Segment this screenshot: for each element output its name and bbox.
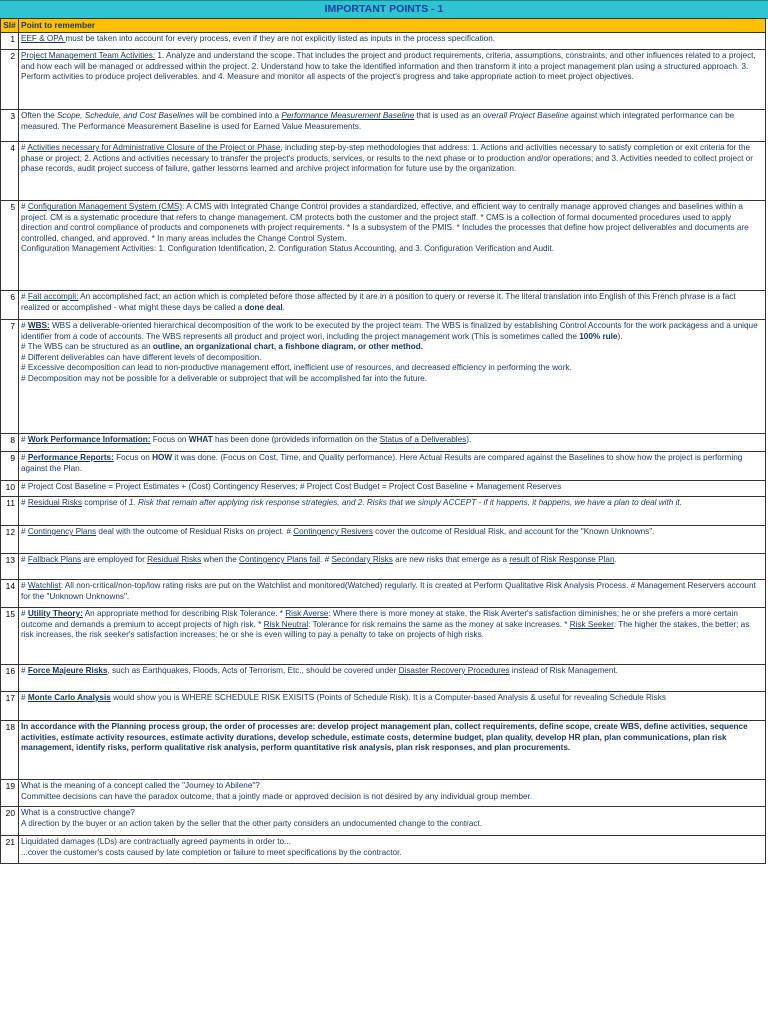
table-row <box>1 526 766 554</box>
point-text: , such as Earthquakes, Floods, Acts of Terrorism, Etc., should be covered under <box>107 666 399 675</box>
point-text: # <box>21 292 28 301</box>
row-number[interactable]: 18 <box>1 721 19 780</box>
point-cell[interactable] <box>19 665 766 692</box>
row-number[interactable]: 20 <box>1 807 19 836</box>
table-row <box>1 142 766 201</box>
point-text: Work Performance Information: <box>27 435 151 444</box>
point-text: In accordance with the Planning process group, the order of processes are: develop project management plan, collect requirements, define scope, create WBS, define activities, sequence activities, estimate activity resources, estimate activity durations, develop schedule, estimate costs, determine budget, plan quality, develop HR plan, plan communications, plan risk management, identify risks, perform qualitative risk analysis, perform quantitative risk analysis, plan risk responses, and plan procurements. <box>21 722 748 753</box>
row-number[interactable]: 6 <box>1 291 19 320</box>
point-text: Residual Risks <box>27 498 82 507</box>
point-text: : Where there is more money at stake, the Risk Averter's satisfaction diminishes; he or she prefers a more certain outcome and demands a premium to accept projects of high risk. * <box>21 609 738 629</box>
point-text: # <box>21 202 28 211</box>
point-text: overall Project Baseline <box>483 111 569 120</box>
table-row <box>1 434 766 452</box>
point-text: # Decomposition may not be possible for a deliverable or subproject that will be accomplished far into the future. <box>21 373 427 383</box>
point-text: ). <box>466 435 472 444</box>
point-text: WBS: <box>27 321 50 330</box>
point-text: are new risks that emerge as a <box>392 555 510 564</box>
point-text: ...cover the customer's costs caused by late completion or failure to meet specifications by the contractor. <box>21 847 402 857</box>
point-text: ). <box>617 331 623 341</box>
point-text: A direction by the buyer or an action taken by the seller that the other party considers an undocumented change to the contract. <box>21 818 483 828</box>
point-text: # <box>21 609 28 618</box>
point-cell[interactable] <box>19 481 766 497</box>
header-row <box>1 19 766 33</box>
row-number[interactable]: 15 <box>1 608 19 665</box>
sheet-title: IMPORTANT POINTS - 1 <box>0 0 768 19</box>
point-text: Contingency Resivers <box>293 527 373 536</box>
point-text: WBS a deliverable-oriented hierarchical decomposition of the work to be executed by the project team. The WBS is finalized by establishing Control Accounts for the work packagess and a unique identifier from a code of accounts. The WBS represents all product and project wori, including the project management work (This is sometimes called the <box>21 321 758 341</box>
point-text: # The WBS can be structured as an <box>21 342 153 352</box>
table-row <box>1 692 766 721</box>
table-row <box>1 608 766 665</box>
point-text: will be combined into a <box>193 111 282 120</box>
point-text: deal with the outcome of Residual Risks on project. # <box>96 527 294 536</box>
point-text: # <box>21 555 28 564</box>
column-header-point: Point to remember <box>19 19 766 33</box>
point-text: Monte Carlo Analysis <box>27 693 111 702</box>
point-text: # Excessive decomposition can lead to non-productive management effort, inefficient use of resources, and decreased efficiency in performing the work. <box>21 363 572 373</box>
row-number[interactable]: 11 <box>1 497 19 526</box>
table-row <box>1 497 766 526</box>
row-number[interactable]: 12 <box>1 526 19 554</box>
row-number[interactable]: 5 <box>1 201 19 291</box>
point-text: What is a constructive change? <box>21 808 135 817</box>
point-text: Focus on <box>150 435 189 444</box>
point-text: Scope, Schedule, and Cost Baselines <box>56 111 194 120</box>
point-text: when the <box>201 555 240 564</box>
point-text: An appropriate method for describing Risk Tolerance. * <box>82 609 286 618</box>
point-text: 1. Analyze and understand the scope. That includes the project and product requirements, criteria, assumptions, constraints, and other influences related to a project, and how each will be managed or addressed within the project. 2. Understand how to take the identified information and then transform it into a project management plan using a structured approach. 3. Perform activities to produce project deliverables. and 4. Measure and monitor all aspects of the project's progress and take appropriate action to meet project objectives. <box>21 51 756 82</box>
point-text: Residual Risks <box>147 555 202 564</box>
point-cell[interactable] <box>19 692 766 721</box>
table-row <box>1 554 766 580</box>
point-cell[interactable] <box>19 320 766 434</box>
point-text: Configuration Management Activities: 1. Configuration Identification, 2. Configuration Status Accounting, and 3. Configuration Verification and Audit. <box>21 244 554 254</box>
point-text: Status of a Deliverables <box>379 435 467 444</box>
point-text: , including step-by-step methodologies that address: 1. Actions and activities necessary to satisfy completion or exit criteria for the phase or project; 2. Actions and activities necessary to transfer the project's products, services, or results to the next phase or to production and/or operations; and 3. Activities needed to collect project or phase records, audit project success of failure, gather lessorns learned and archive project information for future use by the organization. <box>21 143 754 174</box>
table-row <box>1 201 766 291</box>
point-text: # Different deliverables can have different levels of decomposition. <box>21 352 262 362</box>
point-text: that is used as an <box>414 111 483 120</box>
point-text: WHAT <box>188 435 213 444</box>
row-number[interactable]: 17 <box>1 692 19 721</box>
point-text: Often the <box>21 111 57 120</box>
row-number[interactable]: 2 <box>1 50 19 110</box>
table-row <box>1 452 766 481</box>
table-body <box>1 33 766 864</box>
point-text: Risk Seeker <box>569 619 614 629</box>
point-text: Project Management Team Activities: <box>21 51 156 60</box>
row-number[interactable]: 8 <box>1 434 19 452</box>
point-cell[interactable] <box>19 452 766 481</box>
point-cell[interactable] <box>19 580 766 608</box>
point-text: comprise of <box>82 498 129 507</box>
point-cell[interactable] <box>19 33 766 50</box>
point-cell[interactable] <box>19 554 766 580</box>
point-text: # <box>21 435 28 444</box>
row-number[interactable]: 3 <box>1 110 19 142</box>
point-text: Watchlist <box>27 581 61 590</box>
point-text: result of Risk Response Plan <box>509 555 615 564</box>
table-row <box>1 580 766 608</box>
point-text: Activities necessary for Administrative Closure of the Project or Phase <box>27 143 281 152</box>
point-text: Configuration Management System (CMS) <box>27 202 183 211</box>
point-text: # <box>21 321 28 330</box>
point-text: must be taken into account for every process, even if they are not explicitly listed as inputs in the process specification. <box>65 34 496 43</box>
point-text: : Tolerance for risk remains the same as the money at sake increases. * <box>308 619 570 629</box>
row-number[interactable]: 7 <box>1 320 19 434</box>
point-text: 100% rule <box>579 331 618 341</box>
point-cell[interactable] <box>19 110 766 142</box>
point-text: would show you is WHERE SCHEDULE RISK EXISITS (Points of Schedule Risk). It is a Computer-based Analysis & useful for revealing Schedule Risks <box>110 693 666 702</box>
table-row <box>1 320 766 434</box>
table-row <box>1 33 766 50</box>
point-text: it was done. (Focus on Cost, Time, and Quality performance). Here Actual Results are compared against the Baselines to show how the project is performing against the Plan. <box>21 453 743 473</box>
points-table <box>0 18 766 864</box>
point-text: . # <box>320 555 332 564</box>
point-text: Fait accompli: <box>27 292 79 301</box>
point-cell[interactable] <box>19 201 766 291</box>
point-text: : The higher the stakes, the better; as risk increases, the risk seeker's satisfaction increases; he or she is even willing to pay a penalty to take on projects of high risks. <box>21 619 750 640</box>
table-row <box>1 481 766 497</box>
point-text: HOW <box>152 453 173 462</box>
row-number[interactable]: 13 <box>1 554 19 580</box>
point-text: # <box>21 143 28 152</box>
row-number[interactable]: 16 <box>1 665 19 692</box>
point-text: # <box>21 666 28 675</box>
point-cell[interactable] <box>19 291 766 320</box>
point-text: 1. Risk that remain after applying risk response strategies, and 2. Risks that we simply ACCEPT - if it happens, it happens, we have a plan to deal with it. <box>128 498 682 507</box>
point-text: Risk Neutral <box>263 619 309 629</box>
row-number[interactable]: 19 <box>1 780 19 807</box>
point-text: outline, an organizational chart, a fishbone diagram, or other method. <box>152 342 424 352</box>
row-number[interactable]: 1 <box>1 33 19 50</box>
point-text: : All non-critical/non-top/low rating risks are put on the Watchlist and monitored(Watched) regularly. It is created at Perform Qualitative Risk Analysis Process. # Management Reservers account for the "Unknown Unknowns". <box>21 581 756 601</box>
point-text: EEF & OPA <box>21 34 66 43</box>
table-row <box>1 50 766 110</box>
point-text: Utility Theory: <box>27 609 83 618</box>
point-text: . <box>614 555 617 564</box>
row-number[interactable]: 14 <box>1 580 19 608</box>
point-text: cover the outcome of Residual Risk, and account for the "Known Unknowns". <box>372 527 655 536</box>
point-text: has been done (provideds information on the <box>212 435 380 444</box>
row-number[interactable]: 21 <box>1 836 19 864</box>
point-cell[interactable] <box>19 721 766 780</box>
point-text: An accomplished fact; an action which is completed before those affected by it are in a position to query or reverse it. The literal translation into English of this French phrase is a fact realized or accomplished - what might these days be called a <box>21 292 736 312</box>
point-text: # <box>21 581 28 590</box>
point-text: Performance Reports: <box>27 453 114 462</box>
point-text: What is the meaning of a concept called the "Journey to Abilene"? <box>21 781 260 790</box>
point-text: Focus on <box>113 453 153 462</box>
point-text: # <box>21 693 28 702</box>
point-text: Fallback Plans <box>27 555 82 564</box>
table-row <box>1 780 766 807</box>
point-text: Secondary Risks <box>331 555 393 564</box>
row-number[interactable]: 10 <box>1 481 19 497</box>
point-text: Committee decisions can have the paradox outcome, that a jointly made or approved decision is not desired by any individual group member. <box>21 791 533 801</box>
point-cell[interactable] <box>19 50 766 110</box>
point-text: Force Majeure Risks <box>27 666 108 675</box>
point-text: Disaster Recovery Procedures <box>398 666 510 675</box>
point-cell[interactable] <box>19 526 766 554</box>
row-number[interactable]: 4 <box>1 142 19 201</box>
point-cell[interactable] <box>19 807 766 836</box>
point-text: # <box>21 453 28 462</box>
point-text: are employed for <box>81 555 148 564</box>
point-cell[interactable] <box>19 836 766 864</box>
point-text: # <box>21 527 28 536</box>
point-text: Contingency Plans fail <box>239 555 321 564</box>
point-text: # <box>21 498 28 507</box>
row-number[interactable]: 9 <box>1 452 19 481</box>
point-cell[interactable] <box>19 497 766 526</box>
table-row <box>1 807 766 836</box>
point-text: against which integrated performance can be measured. The Performance Measurement Baseline is used for Earned Value Measurements. <box>21 111 735 131</box>
point-text: Liquidated damages (LDs) are contractually agreed payments in order to... <box>21 837 291 846</box>
point-cell[interactable] <box>19 434 766 452</box>
table-row <box>1 291 766 320</box>
point-text: Performance Measurement Baseline <box>281 111 415 120</box>
table-row <box>1 721 766 780</box>
point-text: Contingency Plans <box>27 527 97 536</box>
point-text: done deal <box>244 302 283 312</box>
point-cell[interactable] <box>19 608 766 665</box>
point-cell[interactable] <box>19 142 766 201</box>
point-text: Risk Averse <box>285 609 329 618</box>
table-row <box>1 665 766 692</box>
point-text: . <box>282 302 285 312</box>
table-row <box>1 110 766 142</box>
column-header-sl: Sl# <box>1 19 19 33</box>
point-text: : A CMS with Integrated Change Control provides a standardized, effective, and efficient way to centrally manage approved changes and baselines within a project. CM is a systematic procedure that refers to change management. CM protects both the customer and the project staff. * CMS is a collection of formal documented procedures used to apply direction and control compliance of products and componenets with project requirements. * Is a subsystem of the PMIS. * Includes the processes that define how project deliverables and documents are controlled, changed, and approved. * In many areas includes the Change Control System. <box>21 202 749 243</box>
point-cell[interactable] <box>19 780 766 807</box>
point-text: # Project Cost Baseline = Project Estimates + (Cost) Contingency Reserves; # Project Cost Budget = Project Cost Baseline + Management Reserves <box>21 482 562 491</box>
point-text: instead of Risk Management. <box>509 666 618 675</box>
table-row <box>1 836 766 864</box>
